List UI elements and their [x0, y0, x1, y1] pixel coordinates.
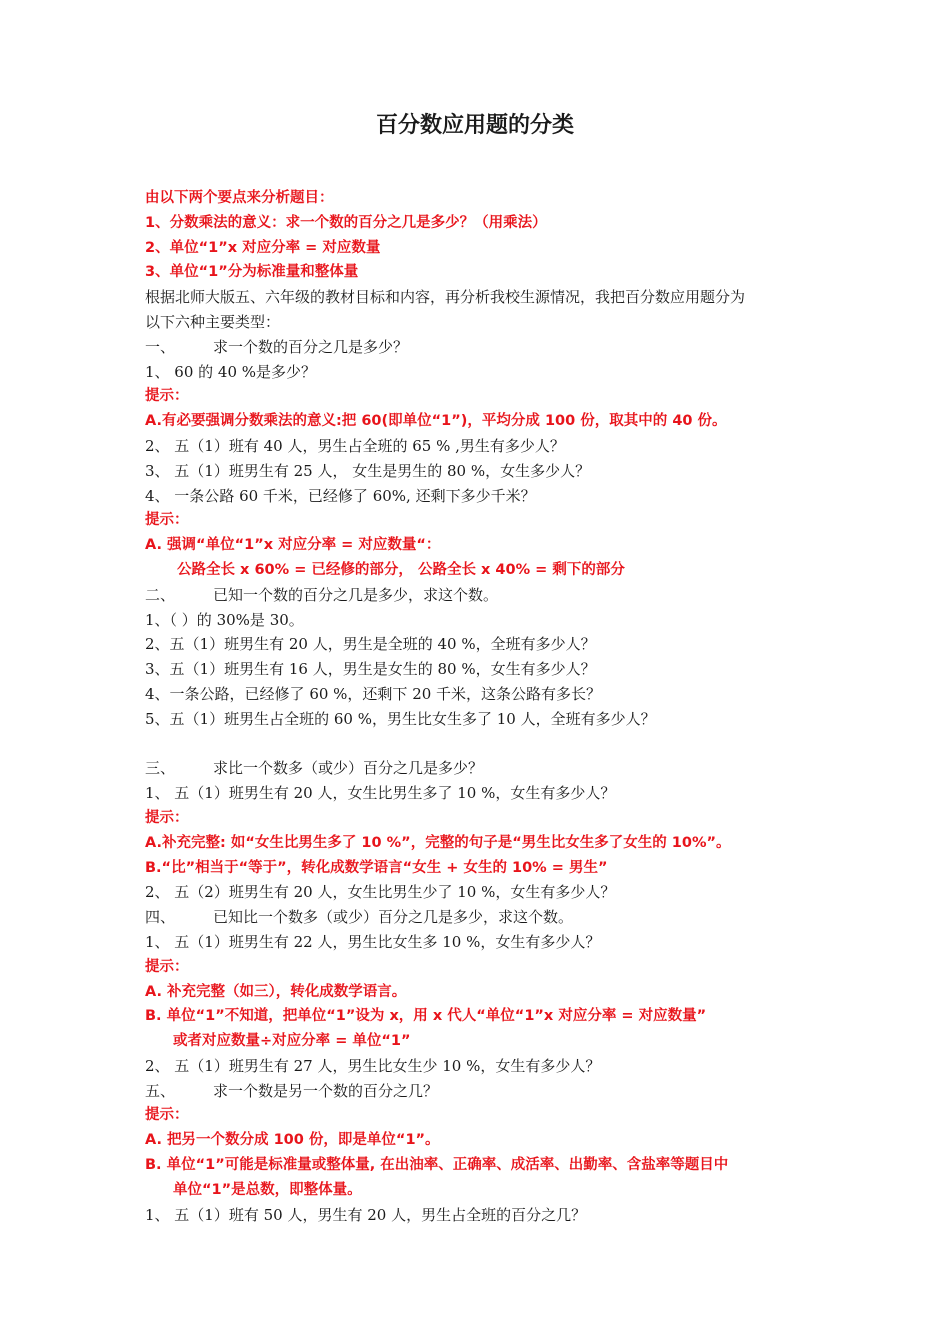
- section-number: 二、: [145, 585, 176, 604]
- text-line: 2、 五（2）班男生有 20 人，女生比男生少了 10 %，女生有多少人？: [145, 883, 616, 902]
- text-line: 1、 五（1）班有 50 人，男生有 20 人，男生占全班的百分之几？: [145, 1205, 587, 1224]
- text-line: 2、 五（1）班有 40 人，男生占全班的 65 % ,男生有多少人？: [145, 436, 565, 455]
- hint-line: A. 强调“单位“1”x 对应分率 = 对应数量“：: [145, 537, 441, 554]
- hint-line: A.补充完整: 如“女生比男生多了 10 %”，完整的句子是“男生比女生多了女生的 10%”。: [145, 834, 731, 851]
- text-line: 1、 五（1）班男生有 20 人，女生比男生多了 10 %，女生有多少人？: [145, 784, 616, 803]
- hint-line: 由以下两个要点来分析题目：: [145, 190, 334, 206]
- text-line: 3、 五（1）班男生有 25 人， 女生是男生的 80 %，女生多少人？: [145, 461, 591, 480]
- hint-line: 提示：: [145, 388, 189, 405]
- text-line: [145, 335, 825, 360]
- hint-line: 2、单位“1”x 对应分率 = 对应数量: [145, 239, 381, 256]
- section-heading: 求比一个数多（或少）百分之几是多少？: [213, 759, 484, 778]
- text-line: 1、 60 的 40 %是多少？: [145, 362, 317, 381]
- hint-line: 提示：: [145, 1107, 189, 1124]
- hint-line: 公路全长 x 60% = 已经修的部分， 公路全长 x 40% = 剩下的部分: [177, 561, 625, 578]
- hint-line: B. 单位“1”可能是标准量或整体量, 在出油率、正确率、成活率、出勤率、含盐率等题目中: [145, 1157, 729, 1174]
- hint-line: B.“比”相当于“等于”，转化成数学语言“女生 + 女生的 10% = 男生”: [145, 859, 608, 876]
- hint-line: A.有必要强调分数乘法的意义:把 60(即单位“1”)，平均分成 100 份，取其中的 40 份。: [145, 413, 727, 430]
- text-line: [145, 732, 825, 757]
- document-title: 百分数应用题的分类: [375, 113, 574, 138]
- text-line: 1、（ ）的 30%是 30。: [145, 610, 304, 629]
- hint-line: 单位“1”是总数，即整体量。: [173, 1181, 362, 1198]
- hint-line: 或者对应数量÷对应分率 = 单位“1”: [173, 1033, 411, 1050]
- section-number: 五、: [145, 1081, 176, 1100]
- text-line: 根据北师大版五、六年级的教材目标和内容，再分析我校生源情况，我把百分数应用题分为: [145, 288, 746, 307]
- hint-line: A. 把另一个数分成 100 份，即是单位“1”。: [145, 1132, 440, 1149]
- hint-line: 提示：: [145, 809, 189, 826]
- section-number: 一、: [145, 337, 176, 356]
- document-body: [145, 186, 825, 1227]
- hint-line: A. 补充完整（如三），转化成数学语言。: [145, 983, 407, 1000]
- text-line: [145, 756, 825, 781]
- section-heading: 已知一个数的百分之几是多少，求这个数。: [213, 585, 499, 604]
- text-line: 2、五（1）班男生有 20 人，男生是全班的 40 %，全班有多少人？: [145, 635, 596, 654]
- text-line: 以下六种主要类型：: [145, 312, 281, 331]
- section-heading: 求一个数是另一个数的百分之几？: [213, 1081, 439, 1100]
- hint-line: 提示：: [145, 958, 189, 975]
- section-number: 三、: [145, 759, 176, 778]
- text-line: [145, 1079, 825, 1104]
- text-line: 4、一条公路，已经修了 60 %，还剩下 20 千米，这条公路有多长？: [145, 684, 602, 703]
- section-heading: 求一个数的百分之几是多少？: [213, 337, 409, 356]
- hint-line: B. 单位“1”不知道，把单位“1”设为 x，用 x 代人“单位“1”x 对应分率 = 对应数量”: [145, 1008, 707, 1025]
- section-number: 四、: [145, 908, 176, 927]
- text-line: [145, 583, 825, 608]
- text-line: [145, 905, 825, 930]
- hint-line: 3、单位“1”分为标准量和整体量: [145, 264, 359, 281]
- text-line: 3、五（1）班男生有 16 人，男生是女生的 80 %，女生有多少人？: [145, 660, 596, 679]
- hint-line: 1、分数乘法的意义：求一个数的百分之几是多少？（用乘法）: [145, 214, 547, 231]
- section-heading: 已知比一个数多（或少）百分之几是多少，求这个数。: [213, 908, 574, 927]
- text-line: 2、 五（1）班男生有 27 人，男生比女生少 10 %，女生有多少人？: [145, 1056, 601, 1075]
- text-line: 1、 五（1）班男生有 22 人，男生比女生多 10 %，女生有多少人？: [145, 932, 601, 951]
- text-line: 4、 一条公路 60 千米，已经修了 60%, 还剩下多少千米？: [145, 486, 536, 505]
- hint-line: 提示：: [145, 512, 189, 529]
- text-line: 5、五（1）班男生占全班的 60 %，男生比女生多了 10 人，全班有多少人？: [145, 709, 656, 728]
